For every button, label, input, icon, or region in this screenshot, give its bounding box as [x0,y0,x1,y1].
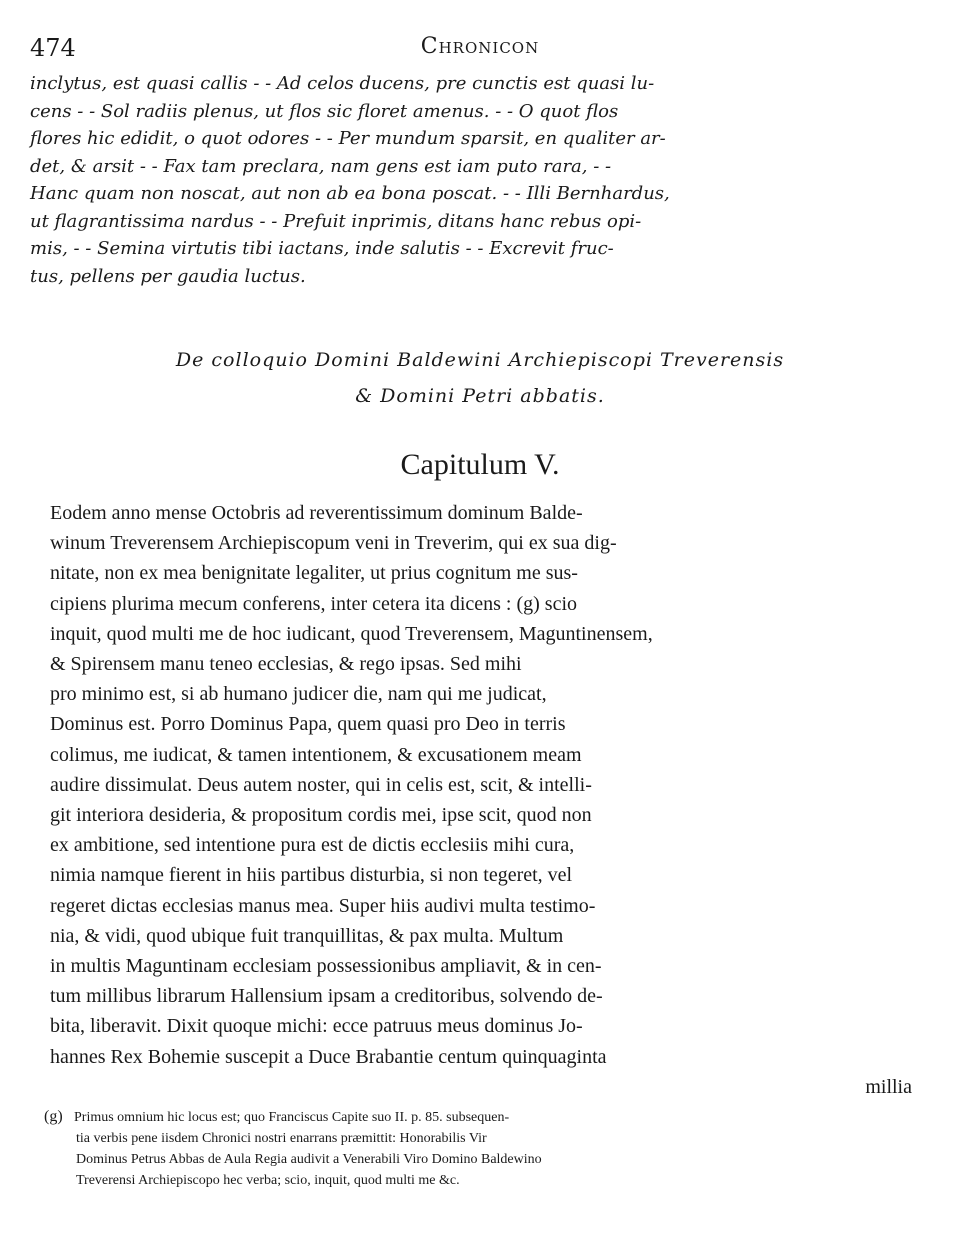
section-heading [0,342,960,414]
section-heading-line-2: & Domini Petri abbatis. [355,385,605,407]
body-line: hannes Rex Bohemie suscepit a Duce Brabantie centum quinquaginta [50,1045,607,1068]
body-line: tum millibus librarum Hallensium ipsam a creditoribus, solvendo de- [50,985,603,1008]
section-heading-line-1: De colloquio Domini Baldewini Archiepiscopi Treverensis [175,349,785,371]
page-header [30,34,930,74]
body-line: nitate, non ex mea benignitate legaliter, ut prius cognitum me sus- [50,562,578,585]
body-line: nia, & vidi, quod ubique fuit tranquillitas, & pax multa. Multum [50,924,564,947]
body-line: bita, liberavit. Dixit quoque michi: ecce patruus meus dominus Jo- [50,1015,583,1038]
body-line: winum Treverensem Archiepiscopum veni in Treverim, qui ex sua dig- [50,532,617,555]
footnote-line [44,1106,916,1128]
verse-line: ut flagrantissima nardus - - Prefuit inprimis, ditans hanc rebus opi- [30,210,642,232]
body-line: Dominus est. Porro Dominus Papa, quem quasi pro Deo in terris [50,713,566,736]
footnote-line-text: Primus omnium hic locus est; quo Franciscus Capite suo II. p. 85. subsequen- [74,1110,510,1125]
footnote [44,1106,916,1191]
footnote-line: Dominus Petrus Abbas de Aula Regia audivit a Venerabili Viro Domino Baldewino [76,1152,542,1167]
body-line: cipiens plurima mecum conferens, inter cetera ita dicens : (g) scio [50,592,578,615]
body-line: in multis Maguntinam ecclesiam possessionibus ampliavit, & in cen- [50,955,602,978]
footnote-line: tia verbis pene iisdem Chronici nostri enarrans præmittit: Honorabilis Vir [76,1131,487,1146]
body-line-catchword: millia [865,1075,912,1098]
body-line: colimus, me iudicat, & tamen intentionem, & excusationem meam [50,743,582,766]
body-line: ex ambitione, sed intentione pura est de dictis ecclesiis mihi cura, [50,834,575,857]
footnote-marker: (g) [44,1108,63,1125]
verse-line: flores hic edidit, o quot odores - - Per mundum sparsit, en qualiter ar- [30,128,666,149]
body-line: regeret dictas ecclesias manus mea. Super hiis audivi multa testimo- [50,894,596,917]
body-line: audire dissimulat. Deus autem noster, qui in celis est, scit, & intelli- [50,773,592,796]
running-title: Chronicon [420,34,540,59]
verse-line: tus, pellens per gaudia luctus. [30,265,306,287]
body-text [50,498,912,1102]
page-number: 474 [30,34,76,62]
body-line: pro minimo est, si ab humano judicer die, nam qui me judicat, [50,683,547,706]
chapter-title: Capitulum V. [400,448,560,481]
verse-line: mis, - - Semina virtutis tibi iactans, inde salutis - - Excrevit fruc- [30,238,614,259]
body-line: inquit, quod multi me de hoc iudicant, quod Treverensem, Maguntinensem, [50,622,653,645]
body-line: & Spirensem manu teneo ecclesias, & rego ipsas. Sed mihi [50,653,522,676]
verse-line: Hanc quam non noscat, aut non ab ea bona poscat. - - Illi Bernhardus, [30,183,670,204]
verse-line: det, & arsit - - Fax tam preclara, nam gens est iam puto rara, - - [30,155,612,177]
body-line: nimia namque fierent in hiis partibus disturbia, si non tegeret, vel [50,864,573,887]
body-line: Eodem anno mense Octobris ad reverentissimum dominum Balde- [50,502,583,524]
footnote-line: Treverensi Archiepiscopo hec verba; scio, inquit, quod multi me &c. [76,1173,460,1188]
verse-line: inclytus, est quasi callis - - Ad celos ducens, pre cunctis est quasi lu- [30,73,655,94]
body-line: git interiora desideria, & propositum cordis mei, ipse scit, quod non [50,804,592,827]
verse-line: cens - - Sol radiis plenus, ut flos sic floret amenus. - - O quot flos [30,100,619,122]
verse-passage [30,70,910,290]
